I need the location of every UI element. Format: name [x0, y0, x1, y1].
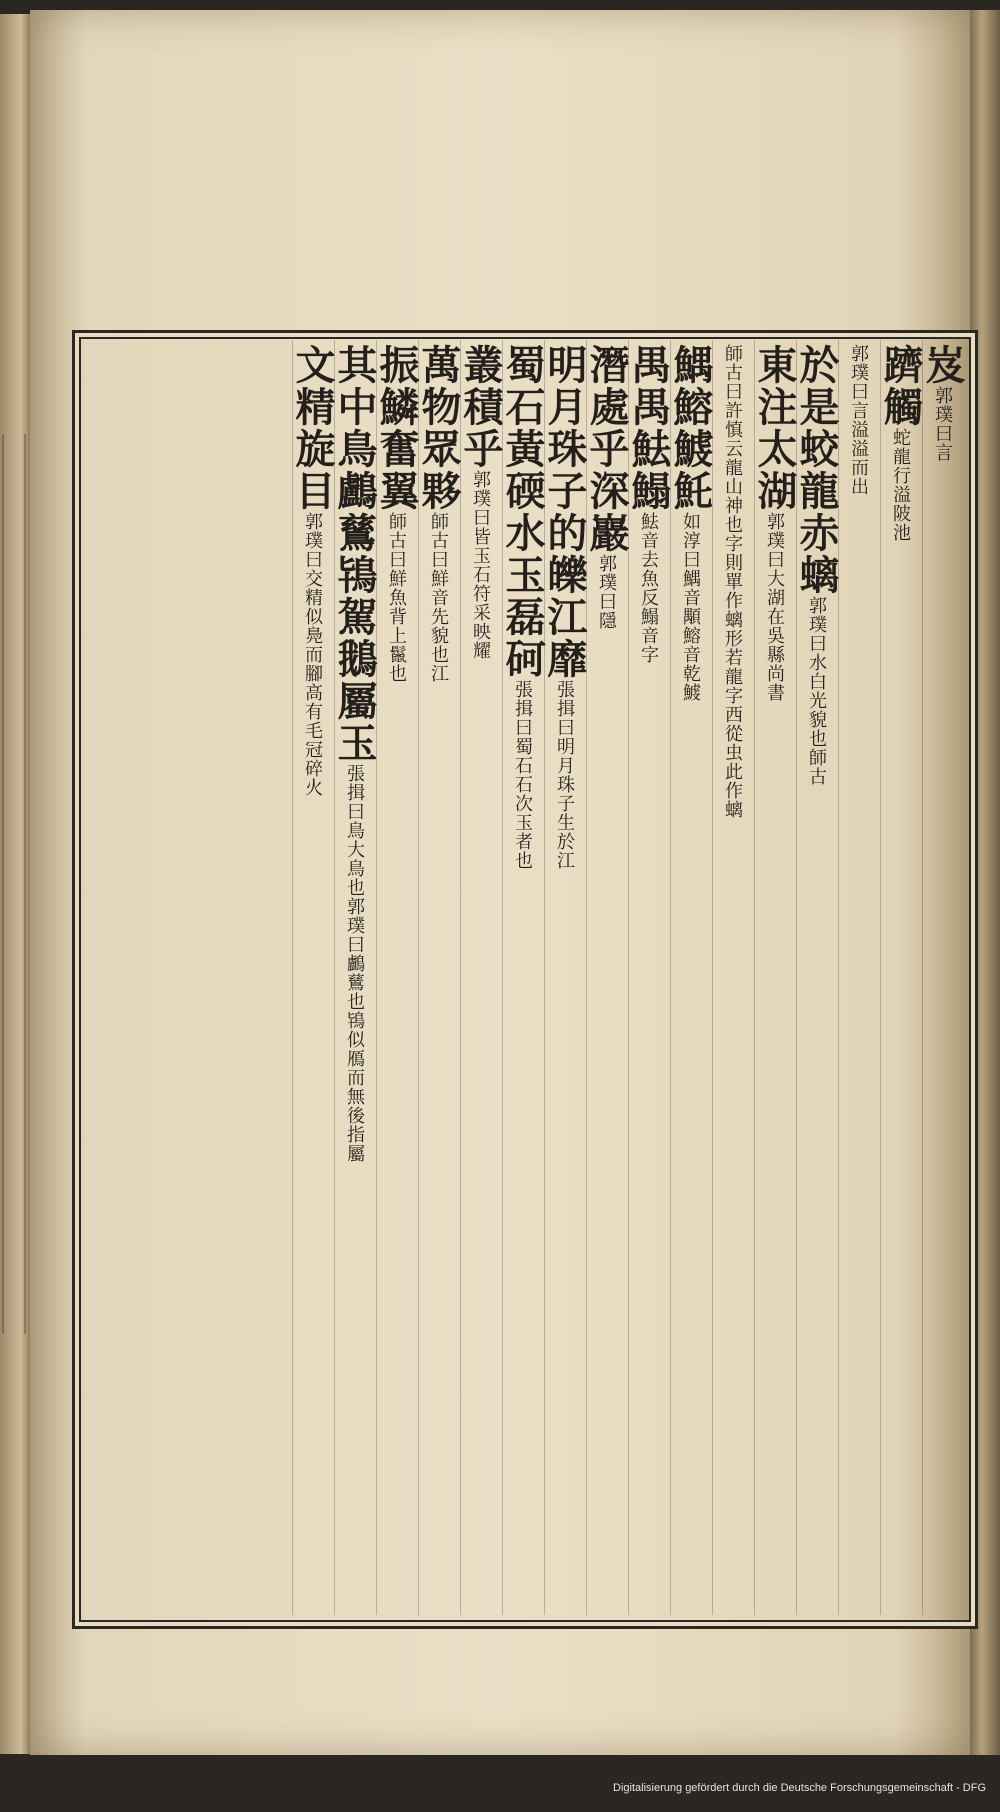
text-column: 禺禺魼鰨魼音去魚反鰨音字 [628, 340, 670, 1615]
text-column: 師古曰許慎云龍山神也字則單作螭形若龍字西從虫此作螭 [712, 340, 754, 1615]
footer-bar [0, 1770, 1000, 1812]
text-column: 郭璞曰言溢溢而出 [838, 340, 880, 1615]
text-columns [84, 340, 964, 1615]
text-column: 鰅鰫鰬魠如淳曰鰅音顒鰫音乾鰬 [670, 340, 712, 1615]
text-column: 岌郭璞曰言 [922, 340, 964, 1615]
text-column: 東注太湖郭璞曰大湖在吳縣尚書 [754, 340, 796, 1615]
text-column: 蜀石黃碝水玉磊砢張揖曰蜀石石次玉者也 [502, 340, 544, 1615]
text-column: 振鱗奮翼師古曰鮮魚背上鬣也 [376, 340, 418, 1615]
text-column: 叢積乎郭璞曰皆玉石符采映耀 [460, 340, 502, 1615]
text-column: 明月珠子的皪江靡張揖曰明月珠子生於江 [544, 340, 586, 1615]
text-column: 潛處乎深巖郭璞曰隱 [586, 340, 628, 1615]
left-page-edge [0, 14, 30, 1754]
left-page-fragment [2, 434, 26, 1334]
text-column: 躋觸蛇龍行溢陂池 [880, 340, 922, 1615]
digitization-credit: Digitalisierung gefördert durch die Deutsche Forschungsgemeinschaft - DFG [613, 1782, 986, 1794]
text-column: 其中鳥鸕鶿鴇駕鵝屬玉張揖曰鳥大鳥也郭璞曰鸕鶿也鴇似鴈而無後指屬 [334, 340, 376, 1615]
text-column: 萬物眾夥師古曰鮮音先貌也江 [418, 340, 460, 1615]
text-column: 於是蛟龍赤螭郭璞曰水白光貌也師古 [796, 340, 838, 1615]
text-column: 文精旋目郭璞曰交精似鳧而腳高有毛冠碎火 [292, 340, 334, 1615]
